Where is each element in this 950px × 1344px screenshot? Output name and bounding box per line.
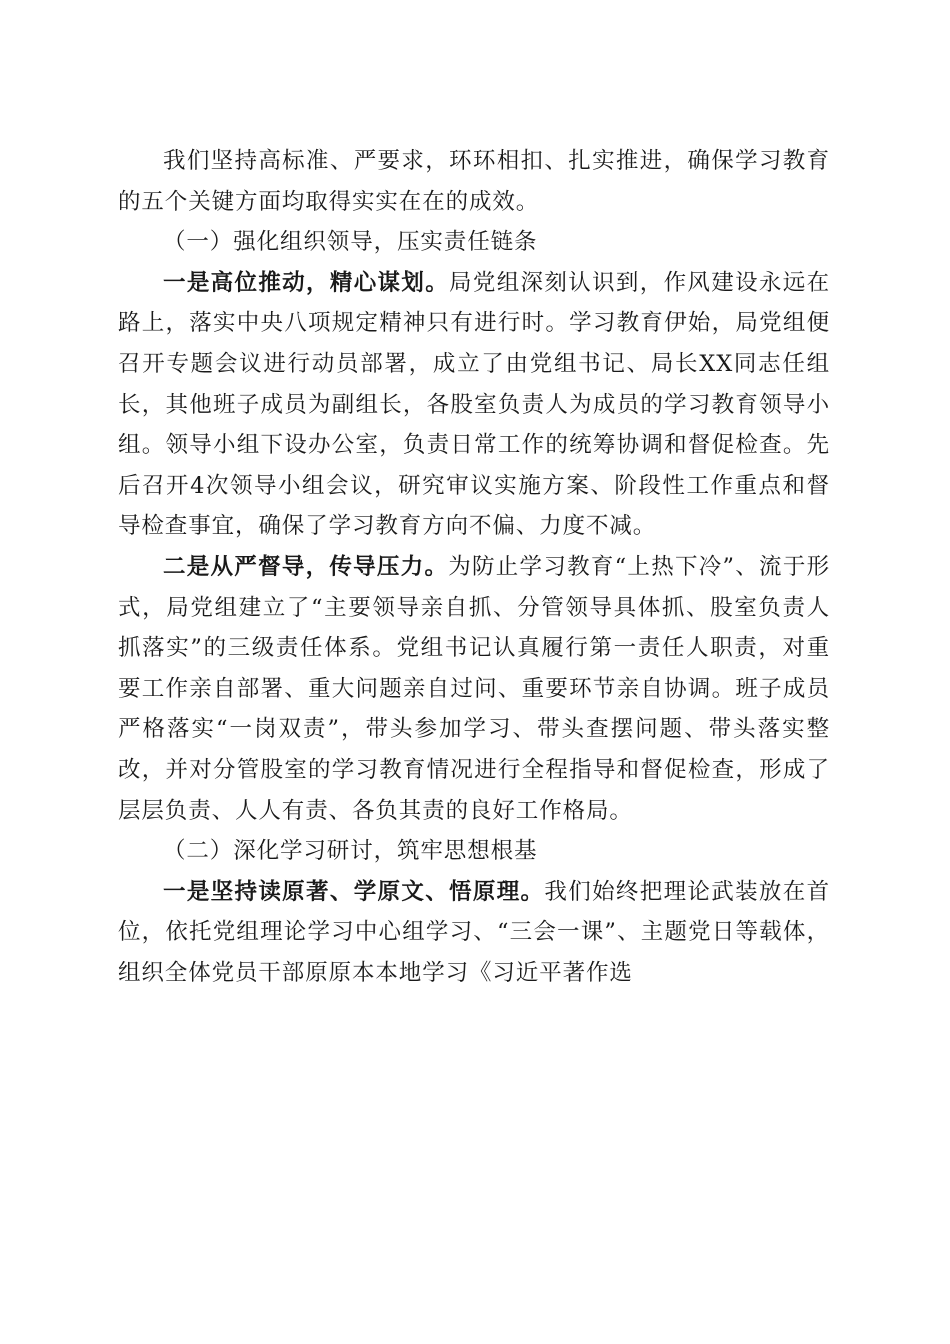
section-heading-1 (118, 222, 830, 263)
section1-item2-text: 为防止学习教育“上热下冷”、流于形式，局党组建立了“主要领导亲自抓、分管领导具体抓、股室负责人抓落实”的三级责任体系。党组书记认真履行第一责任人职责，对重要工作亲自部署、重大问题亲自过问、重要环节亲自协调。班子成员严格落实“一岗双责”，带头参加学习、带头查摆问题、带头落实整改，并对分管股室的学习教育情况进行全程指导和督促检查，形成了层层负责、人人有责、各负其责的良好工作格局。 (118, 553, 830, 824)
intro-paragraph (118, 141, 830, 222)
section1-item2-paragraph (118, 547, 830, 831)
section-heading-2-text: （二）深化学习研讨，筑牢思想根基 (163, 838, 538, 865)
section2-item1-lead: 一是坚持读原著、学原文、悟原理。 (163, 878, 545, 905)
section-heading-2 (118, 831, 830, 872)
section1-item2-lead: 二是从严督导，传导压力。 (163, 553, 449, 580)
section-heading-1-text: （一）强化组织领导，压实责任链条 (163, 229, 538, 256)
section1-item1-text: 局党组深刻认识到，作风建设永远在路上，落实中央八项规定精神只有进行时。学习教育伊始，局党组便召开专题会议进行动员部署，成立了由党组书记、局长XX同志任组长，其他班子成员为副组长，各股室负责人为成员的学习教育领导小组。领导小组下设办公室，负责日常工作的统筹协调和督促检查。先后召开4次领导小组会议，研究审议实施方案、阶段性工作重点和督导检查事宜，确保了学习教育方向不偏、力度不减。 (118, 269, 830, 540)
section1-item1-paragraph (118, 263, 830, 547)
section1-item1-lead: 一是高位推动，精心谋划。 (163, 269, 450, 296)
section2-item1-paragraph (118, 872, 830, 994)
intro-text: 我们坚持高标准、严要求，环环相扣、扎实推进，确保学习教育的五个关键方面均取得实实在在的成效。 (118, 148, 830, 215)
section2-item1-text: 我们始终把理论武装放在首位，依托党组理论学习中心组学习、“三会一课”、主题党日等载体，组织全体党员干部原原本本地学习《习近平著作选 (118, 878, 830, 986)
document-body (118, 141, 830, 993)
